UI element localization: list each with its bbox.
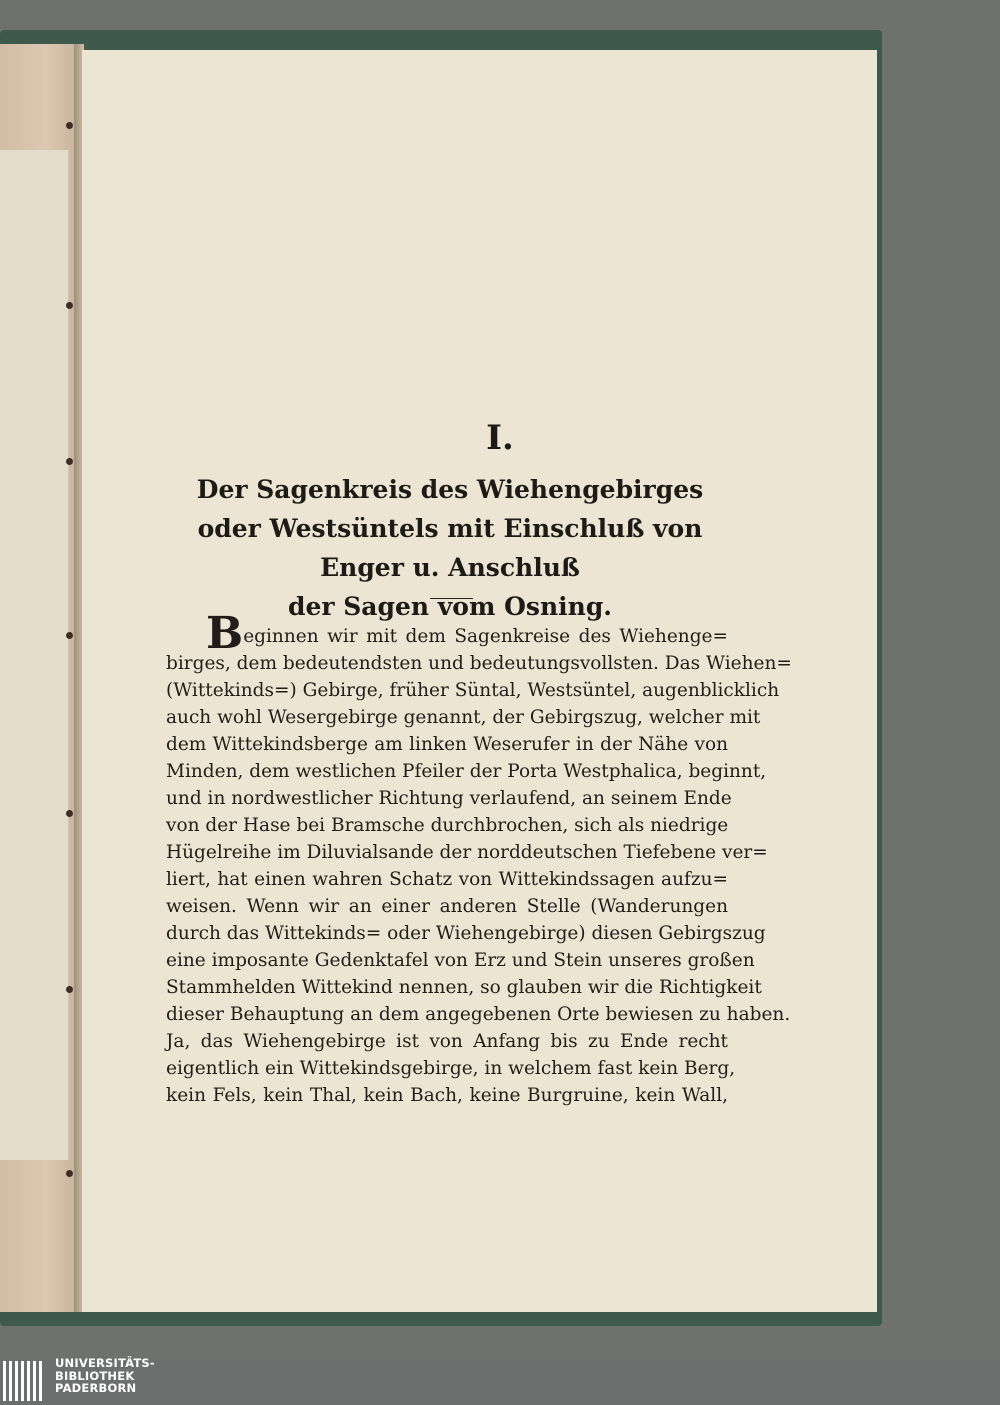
library-logo-text[interactable] [55, 1357, 155, 1395]
chapter-title-line: Der Sagenkreis des Wiehengebirges [196, 475, 704, 504]
binding-stitch [66, 986, 73, 993]
paragraph-line: liert, hat einen wahren Schatz von Wittekindssagen aufzu= [166, 869, 728, 890]
logo-text-line: PADERBORN [55, 1381, 137, 1395]
paragraph-line: durch das Wittekinds= oder Wiehengebirge) diesen Gebirgszug [166, 923, 766, 944]
left-page-inserted-slip [0, 150, 69, 1160]
binding-stitch [66, 302, 73, 309]
binding-stitch [66, 1170, 73, 1177]
paragraph-line: von der Hase bei Bramsche durchbrochen, sich als niedrige [166, 815, 729, 836]
binding-stitch [66, 458, 73, 465]
logo-text-line: UNIVERSITÄTS- [55, 1356, 155, 1370]
chapter-number: I. [486, 418, 514, 458]
paragraph-line: dieser Behauptung an dem angegebenen Orte bewiesen zu haben. [166, 1004, 791, 1025]
paragraph-line: (Wittekinds=) Gebirge, früher Süntal, Westsüntel, augenblicklich [166, 680, 780, 701]
chapter-title [160, 470, 740, 626]
title-divider [430, 598, 473, 599]
paragraph-line: eigentlich ein Wittekindsgebirge, in welchem fast kein Berg, [166, 1058, 736, 1079]
paragraph-line: Minden, dem westlichen Pfeiler der Porta Westphalica, beginnt, [166, 761, 767, 782]
chapter-title-line: der Sagen vom Osning. [287, 592, 613, 621]
paragraph-line: Hügelreihe im Diluvialsande der norddeutschen Tiefebene ver= [166, 842, 768, 863]
paragraph-line-first [166, 608, 728, 659]
university-library-logo-icon[interactable] [3, 1359, 47, 1403]
drop-initial: B [206, 608, 244, 659]
paragraph-line: eine imposante Gedenktafel von Erz und Stein unseres großen [166, 950, 755, 971]
paragraph-line: und in nordwestlicher Richtung verlaufend, an seinem Ende [166, 788, 732, 809]
paragraph-line: weisen. Wenn wir an einer anderen Stelle (Wanderungen [166, 896, 728, 917]
binding-stitch [66, 810, 73, 817]
paragraph-line: Ja, das Wiehengebirge ist von Anfang bis zu Ende recht [166, 1031, 728, 1052]
paragraph-line: dem Wittekindsberge am linken Weserufer in der Nähe von [166, 734, 728, 755]
paragraph-line: kein Fels, kein Thal, kein Bach, keine Burgruine, kein Wall, [166, 1085, 728, 1106]
paragraph-line: eginnen wir mit dem Sagenkreise des Wiehenge= [243, 626, 728, 647]
chapter-title-line: oder Westsüntels mit Einschluß von Enger u. Anschluß [197, 514, 703, 582]
paragraph-line: birges, dem bedeutendsten und bedeutungsvollsten. Das Wiehen= [166, 653, 792, 674]
paragraph-line: auch wohl Wesergebirge genannt, der Gebirgszug, welcher mit [166, 707, 761, 728]
binding-stitch [66, 632, 73, 639]
body-paragraph [166, 608, 792, 1109]
binding-stitch [66, 122, 73, 129]
paragraph-line: Stammhelden Wittekind nennen, so glauben wir die Richtigkeit [166, 977, 762, 998]
logo-text-line: BIBLIOTHEK [55, 1368, 135, 1383]
